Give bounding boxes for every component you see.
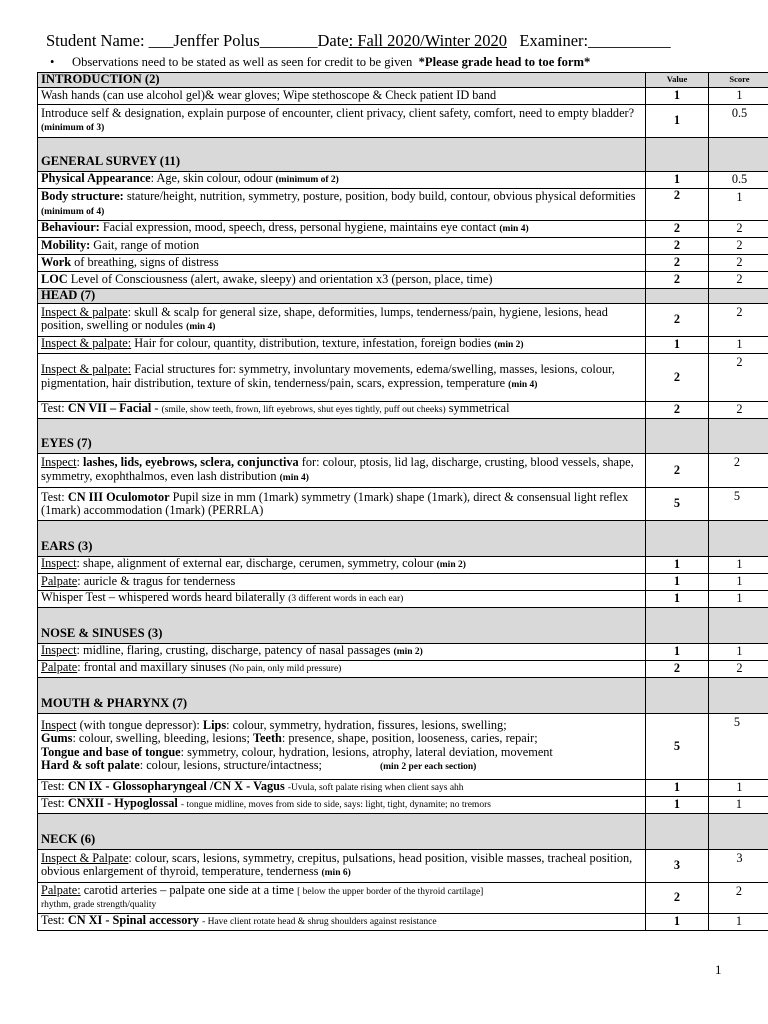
section-title: INTRODUCTION (2) [38, 73, 646, 88]
table-row [38, 255, 768, 272]
table-row [38, 488, 768, 521]
table-row [38, 272, 768, 289]
item-description: : auricle & tragus for tenderness [77, 574, 236, 589]
item-text: Test: CN VII – Facial - (smile, show teeth, frown, lift eyebrows, shut eyes tightly, puff out cheeks) symmetrical [38, 402, 646, 419]
value-cell: 2 [646, 238, 709, 255]
table-row [38, 714, 768, 780]
table-row [38, 238, 768, 255]
section-header-nose-sinuses [38, 608, 768, 644]
table-row [38, 172, 768, 189]
section-header-eyes [38, 419, 768, 454]
score-cell[interactable]: 1 [709, 780, 768, 797]
score-cell[interactable]: 2 [709, 354, 768, 402]
item-description: : frontal and maxillary sinuses [77, 660, 227, 675]
item-label: Behaviour: [41, 220, 100, 235]
value-cell: 3 [646, 850, 709, 883]
section-title: NECK (6) [38, 814, 646, 850]
item-label: Work [41, 255, 72, 270]
item-label: Inspect [41, 643, 77, 658]
item-criteria: (min 2) [494, 340, 524, 351]
item-text [38, 591, 646, 608]
table-row [38, 557, 768, 574]
date-label: Date [317, 31, 349, 50]
item-label: Inspect [41, 717, 77, 732]
score-cell[interactable]: 2 [709, 221, 768, 238]
score-cell[interactable]: 2 [709, 272, 768, 289]
item-text [38, 883, 646, 914]
table-row [38, 914, 768, 931]
item-criteria: (minimum of 4) [41, 206, 105, 217]
score-cell[interactable]: 1 [709, 644, 768, 661]
item-text [38, 304, 646, 337]
section-title: NOSE & SINUSES (3) [38, 608, 646, 644]
item-description: for: colour, ptosis, lid lag, discharge, crusting, blood vessels, shape, symmetry, exophthalmos, even lash distribution [41, 455, 634, 483]
score-cell[interactable]: 1 [709, 797, 768, 814]
item-description: Hair for colour, quantity, distribution, texture, infestation, foreign bodies [131, 336, 492, 351]
test-prefix: Test: [41, 779, 68, 794]
item-label: CN IX - Glossopharyngeal /CN X - Vagus [67, 779, 285, 794]
value-column-header: Value [646, 73, 709, 88]
value-cell: 1 [646, 105, 709, 138]
teeth-label: Teeth [252, 731, 282, 745]
score-cell[interactable]: 1 [709, 574, 768, 591]
section-title: MOUTH & PHARYNX (7) [38, 678, 646, 714]
item-criteria: -Uvula, soft palate rising when client says ahh [287, 783, 464, 794]
item-description: Level of Consciousness (alert, awake, sleepy) and orientation x3 (person, place, time) [67, 272, 493, 287]
value-cell: 1 [646, 557, 709, 574]
item-text [38, 172, 646, 189]
score-cell[interactable]: 2 [709, 255, 768, 272]
section-header-neck [38, 814, 768, 850]
score-cell[interactable]: 1 [709, 557, 768, 574]
value-cell: 5 [646, 714, 709, 780]
score-cell[interactable]: 2 [709, 454, 768, 488]
assessment-table [37, 72, 768, 931]
item-text [38, 488, 646, 521]
test-prefix: Test: [41, 489, 68, 504]
item-label: CN III Oculomotor [67, 489, 170, 504]
value-cell: 2 [646, 304, 709, 337]
section-title: HEAD (7) [38, 289, 646, 304]
item-text [38, 221, 646, 238]
item-text: Inspect: lashes, lids, eyebrows, sclera, conjunctiva for: colour, ptosis, lid lag, discharge, crusting, blood vessels, shape, symmetry, exophthalmos, even lash distribution (min 4) [38, 454, 646, 488]
item-bold-terms: lashes, lids, eyebrows, sclera, conjunctiva [83, 455, 299, 469]
item-description: stature/height, nutrition, symmetry, posture, position, body build, contour, obvious physical deformities [123, 189, 636, 203]
score-cell[interactable]: 1 [709, 591, 768, 608]
bullet-icon: • [50, 55, 55, 69]
item-criteria: (smile, show teeth, frown, lift eyebrows, shut eyes tightly, puff out cheeks) [161, 405, 446, 416]
item-text [38, 797, 646, 814]
item-label: CNXII - Hypoglossal [67, 796, 178, 811]
item-label: CN VII – Facial [67, 401, 152, 416]
item-description: Gait, range of motion [90, 238, 200, 253]
item-text [38, 914, 646, 931]
item-criteria: (min 2 per each section) [379, 762, 477, 772]
item-text [38, 255, 646, 272]
item-description: : colour, scars, lesions, symmetry, crepitus, pulsations, head position, visible masses, tracheal position, obvious enlargement of thyroid, temperature, tenderness [41, 850, 633, 878]
value-cell: 1 [646, 337, 709, 354]
item-text: Wash hands (can use alcohol gel)& wear gloves; Wipe stethoscope & Check patient ID band [38, 88, 646, 105]
form-header [46, 31, 671, 51]
item-label: Inspect & Palpate [41, 850, 129, 865]
examiner-label[interactable]: Examiner:__________ [519, 31, 671, 50]
score-cell[interactable]: 1 [709, 914, 768, 931]
table-row [38, 337, 768, 354]
test-prefix: Test: [41, 401, 68, 416]
table-row [38, 221, 768, 238]
student-name-value[interactable]: ___Jenffer Polus_______ [148, 31, 318, 50]
item-text [38, 661, 646, 678]
value-cell: 2 [646, 402, 709, 419]
score-column-header: Score [709, 73, 768, 88]
value-cell: 1 [646, 591, 709, 608]
value-cell: 1 [646, 797, 709, 814]
table-row [38, 661, 768, 678]
item-text [38, 105, 646, 138]
item-criteria: - Have client rotate head & shrug shoulders against resistance [202, 917, 437, 927]
item-label: Inspect & palpate [41, 304, 128, 319]
item-criteria: (No pain, only mild pressure) [229, 664, 342, 675]
item-criteria: - tongue midline, moves from side to side, says: light, tight, dynamite; no tremors [180, 800, 491, 811]
item-criteria: (min 4) [279, 472, 309, 483]
item-description: Whisper Test – whispered words heard bilaterally [41, 590, 286, 605]
item-note: [ below the upper border of the thyroid cartilage] [297, 886, 484, 897]
section-title: EARS (3) [38, 521, 646, 557]
score-cell[interactable]: 0.5 [709, 172, 768, 189]
score-cell[interactable]: 1 [709, 337, 768, 354]
item-criteria: rhythm, grade strength/quality [41, 900, 157, 910]
item-label: Inspect [41, 556, 77, 571]
tongue-label: Tongue and base of tongue [41, 744, 181, 759]
section-header-head [38, 289, 768, 304]
table-row [38, 780, 768, 797]
item-label: LOC [41, 272, 68, 287]
item-description: symmetrical [445, 401, 510, 416]
item-description: : midline, flaring, crusting, discharge, patency of nasal passages [76, 643, 391, 658]
test-prefix: Test: [41, 913, 68, 927]
item-text [38, 644, 646, 661]
item-text: Inspect (with tongue depressor): Lips: colour, symmetry, hydration, fissures, lesions, swelling; Gums: colour, swelling, bleeding, lesions; Teeth: presence, shape, position, looseness, caries, repair; Tongue and base of tongue: symmetry, colour, hydration, lesions, atrophy, lateral deviation, movement Hard & soft palate: colour, lesions, structure/intactness; (min 2 per each section) [38, 714, 646, 780]
test-prefix: Test: [41, 796, 68, 811]
item-description: Pupil size in mm (1mark) symmetry (1mark) shape (1mark), direct & consensual light reflex (1mark) accommodation (1mark) (PERRLA) [41, 489, 629, 517]
value-cell: 2 [646, 255, 709, 272]
item-criteria: (min 6) [321, 868, 351, 878]
table-row [38, 797, 768, 814]
item-text [38, 354, 646, 402]
item-criteria: (min 2) [436, 560, 466, 571]
section-header-introduction [38, 73, 768, 88]
section-header-mouth-pharynx [38, 678, 768, 714]
value-cell: 1 [646, 172, 709, 189]
value-cell: 2 [646, 883, 709, 914]
table-row [38, 402, 768, 419]
value-cell: 2 [646, 661, 709, 678]
item-text [38, 272, 646, 289]
table-row [38, 189, 768, 221]
value-cell: 2 [646, 354, 709, 402]
item-label: Body structure: [41, 189, 124, 203]
student-name-label: Student Name: [46, 31, 145, 50]
section-header-general-survey [38, 138, 768, 172]
score-cell[interactable]: 2 [709, 883, 768, 914]
item-criteria: (minimum of 2) [275, 175, 339, 186]
table-row [38, 304, 768, 337]
item-description: of breathing, signs of distress [71, 255, 219, 270]
score-cell[interactable]: 2 [709, 661, 768, 678]
score-cell[interactable]: 2 [709, 238, 768, 255]
table-row [38, 644, 768, 661]
item-label: CN XI - Spinal accessory [67, 913, 199, 927]
item-criteria: (min 4) [186, 322, 216, 332]
item-criteria: (min 2) [393, 647, 423, 658]
value-cell: 1 [646, 780, 709, 797]
score-cell[interactable]: 5 [709, 488, 768, 521]
value-cell: 2 [646, 189, 709, 221]
item-description: : Age, skin colour, odour [150, 171, 273, 186]
table-row [38, 591, 768, 608]
table-row [38, 88, 768, 105]
item-label: Palpate [41, 574, 78, 589]
section-title: GENERAL SURVEY (11) [38, 138, 646, 172]
item-text [38, 238, 646, 255]
item-criteria: (min 4) [499, 224, 529, 235]
item-text [38, 574, 646, 591]
note-text: Observations need to be stated as well as seen for credit to be given [72, 55, 413, 69]
value-cell: 1 [646, 644, 709, 661]
table-row [38, 850, 768, 883]
item-description: Facial structures for: symmetry, involuntary movements, edema/swelling, masses, lesions, colour, pigmentation, hair distribution, texture of skin, tenderness/pain, scars, expression, temperature [41, 362, 615, 390]
item-description: carotid arteries – palpate one side at a time [80, 882, 295, 897]
item-label: Inspect & palpate: [41, 336, 132, 351]
item-description: : shape, alignment of external ear, discharge, cerumen, symmetry, colour [76, 556, 434, 571]
score-cell[interactable]: 3 [709, 850, 768, 883]
item-description: Introduce self & designation, explain purpose of encounter, client privacy, client safety, comfort, need to empty bladder? [41, 105, 635, 120]
item-text [38, 189, 646, 221]
gums-label: Gums [41, 731, 73, 745]
score-cell[interactable]: 0.5 [709, 105, 768, 138]
item-text [38, 557, 646, 574]
value-cell: 1 [646, 88, 709, 105]
table-row [38, 454, 768, 488]
instruction-note [50, 55, 590, 70]
score-cell[interactable]: 2 [709, 402, 768, 419]
section-header-ears [38, 521, 768, 557]
item-label: Inspect [41, 455, 77, 469]
item-description: Facial expression, mood, speech, dress, personal hygiene, maintains eye contact [99, 220, 497, 235]
item-label: Inspect & palpate: [41, 362, 132, 376]
value-cell: 1 [646, 914, 709, 931]
table-row [38, 574, 768, 591]
value-cell: 2 [646, 221, 709, 238]
item-description: : skull & scalp for general size, shape, deformities, lumps, tenderness/pain, hygiene, lesions, head position, swelling or nodules [41, 304, 608, 332]
score-cell[interactable]: 1 [709, 88, 768, 105]
table-row [38, 883, 768, 914]
item-criteria: (minimum of 3) [41, 123, 105, 133]
table-row [38, 354, 768, 402]
item-text [38, 337, 646, 354]
value-cell: 2 [646, 454, 709, 488]
section-title: EYES (7) [38, 419, 646, 454]
date-value[interactable]: : Fall 2020/Winter 2020 [348, 31, 507, 50]
value-cell: 5 [646, 488, 709, 521]
item-criteria: (3 different words in each ear) [288, 594, 404, 605]
item-label: Physical Appearance [41, 171, 151, 186]
score-cell[interactable]: 2 [709, 304, 768, 337]
value-cell: 1 [646, 574, 709, 591]
item-label: Mobility: [41, 238, 91, 253]
item-text [38, 850, 646, 883]
palate-label: Hard & soft palate [41, 758, 140, 772]
item-label: Palpate: [41, 882, 81, 897]
item-criteria: (min 4) [508, 379, 538, 390]
page-number: 1 [715, 962, 722, 977]
table-row [38, 105, 768, 138]
score-cell[interactable]: 1 [709, 189, 768, 221]
score-cell[interactable]: 5 [709, 714, 768, 780]
value-cell: 2 [646, 272, 709, 289]
item-text [38, 780, 646, 797]
lips-label: Lips [202, 717, 227, 732]
item-label: Palpate [41, 660, 78, 675]
note-bold: *Please grade head to toe form* [418, 55, 591, 69]
